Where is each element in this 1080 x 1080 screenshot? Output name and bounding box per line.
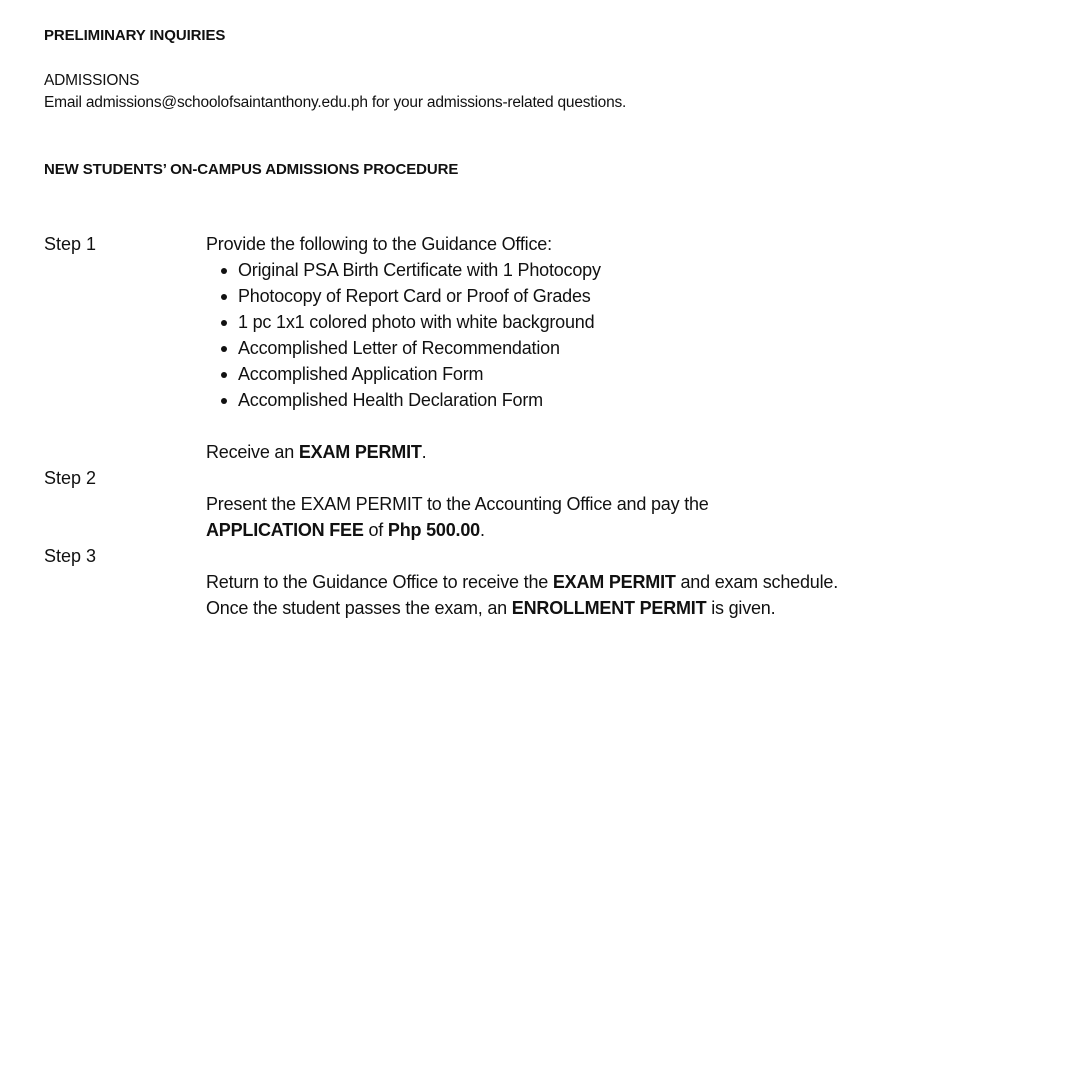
admissions-email-link[interactable]: admissions@schoolofsaintanthony.edu.ph	[85, 94, 368, 111]
list-item: 1 pc 1x1 colored photo with white background	[206, 309, 601, 335]
list-item: Accomplished Letter of Recommendation	[206, 335, 601, 361]
email-prefix: Email	[44, 94, 86, 111]
step-3-line-1: Return to the Guidance Office to receive the EXAM PERMIT and exam schedule.	[206, 572, 838, 592]
step-1-requirements-list	[206, 257, 601, 413]
step-1-intro: Provide the following to the Guidance Office:	[206, 234, 552, 254]
bullet-icon	[221, 294, 227, 300]
step-1-label: Step 1	[44, 234, 97, 254]
enrollment-permit-emphasis: ENROLLMENT PERMIT	[511, 598, 707, 618]
step-1-outcome: Receive an EXAM PERMIT.	[206, 442, 427, 462]
list-item: Photocopy of Report Card or Proof of Grades	[206, 283, 601, 309]
bullet-icon	[221, 372, 227, 378]
step-3-label: Step 3	[44, 546, 97, 566]
list-item: Accomplished Health Declaration Form	[206, 387, 601, 413]
list-item: Accomplished Application Form	[206, 361, 601, 387]
list-item: Original PSA Birth Certificate with 1 Photocopy	[206, 257, 601, 283]
application-fee-emphasis: APPLICATION FEE	[206, 520, 364, 540]
bullet-icon	[221, 398, 227, 404]
exam-permit-emphasis: EXAM PERMIT	[552, 572, 676, 592]
exam-permit-emphasis: EXAM PERMIT	[298, 442, 422, 462]
fee-amount: Php 500.00	[387, 520, 480, 540]
admissions-email-line	[44, 92, 626, 114]
email-suffix: for your admissions-related questions.	[367, 94, 627, 111]
bullet-icon	[221, 346, 227, 352]
bullet-icon	[221, 320, 227, 326]
admissions-procedure-heading: NEW STUDENTS’ ON-CAMPUS ADMISSIONS PROCEDURE	[44, 161, 459, 178]
step-2-line-2: APPLICATION FEE of Php 500.00.	[206, 520, 485, 540]
bullet-icon	[221, 268, 227, 274]
step-2-line-1: Present the EXAM PERMIT to the Accounting Office and pay the	[206, 494, 709, 514]
step-3-line-2: Once the student passes the exam, an ENROLLMENT PERMIT is given.	[206, 598, 776, 618]
preliminary-inquiries-heading: PRELIMINARY INQUIRIES	[44, 27, 226, 44]
step-2-label: Step 2	[44, 468, 97, 488]
admissions-subheading: ADMISSIONS	[44, 72, 140, 89]
